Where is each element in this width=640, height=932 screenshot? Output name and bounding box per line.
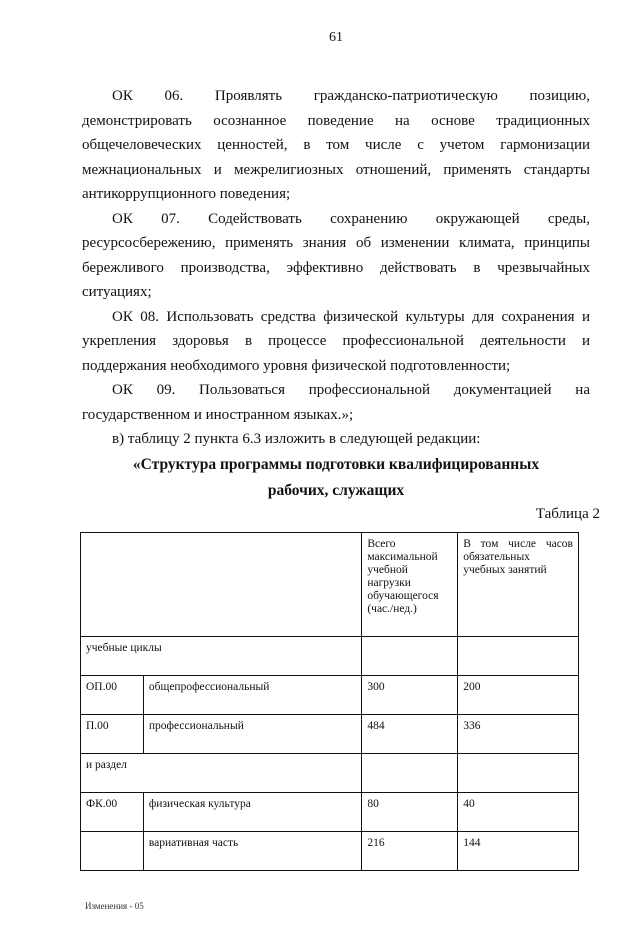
row-name: профессиональный xyxy=(143,714,361,753)
table-header-row xyxy=(81,532,579,636)
header-total-load: Всего максимальной учебной нагрузки обучающегося (час./нед.) xyxy=(362,532,458,636)
table-row xyxy=(81,831,579,870)
paragraph-ok09: ОК 09. Пользоваться профессиональной документацией на государственном и иностранном языках.»; xyxy=(82,382,590,423)
header-empty-cell xyxy=(81,532,362,636)
row-mandatory: 40 xyxy=(458,792,579,831)
program-structure-table xyxy=(80,532,579,871)
row-code xyxy=(81,831,144,870)
row-code: ОП.00 xyxy=(81,675,144,714)
table-label: Таблица 2 xyxy=(535,505,600,522)
empty-cell xyxy=(362,636,458,675)
row-total: 300 xyxy=(362,675,458,714)
section-label: учебные циклы xyxy=(81,636,362,675)
row-total: 80 xyxy=(362,792,458,831)
row-name: физическая культура xyxy=(143,792,361,831)
row-mandatory: 336 xyxy=(458,714,579,753)
table-row xyxy=(81,792,579,831)
empty-cell xyxy=(458,753,579,792)
table-row xyxy=(81,675,579,714)
table-title-line1: «Структура программы подготовки квалифицированных xyxy=(132,455,540,473)
paragraph-ok06: ОК 06. Проявлять гражданско-патриотическую позицию, демонстрировать осознанное поведение на основе традиционных общечеловеческих ценностей, в том числе с учетом гармонизации межнациональных и межрелигиозных отношений, применять стандарты антикоррупционного поведения; xyxy=(82,88,590,202)
paragraph-instruction: в) таблицу 2 пункта 6.3 изложить в следующей редакции: xyxy=(112,431,481,447)
row-name: общепрофессиональный xyxy=(143,675,361,714)
row-code: П.00 xyxy=(81,714,144,753)
page-number: 61 xyxy=(329,30,343,45)
row-name: вариативная часть xyxy=(143,831,361,870)
row-total: 216 xyxy=(362,831,458,870)
table-section-row xyxy=(81,753,579,792)
empty-cell xyxy=(362,753,458,792)
row-mandatory: 144 xyxy=(458,831,579,870)
header-mandatory-hours: В том числе часов обязательных учебных занятий xyxy=(458,532,579,636)
table-row xyxy=(81,714,579,753)
row-total: 484 xyxy=(362,714,458,753)
section-label: и раздел xyxy=(81,753,362,792)
table-section-row xyxy=(81,636,579,675)
footer-revision: Изменения - 05 xyxy=(85,900,144,911)
paragraph-ok07: ОК 07. Содействовать сохранению окружающей среды, ресурсосбережению, применять знания об изменении климата, принципы бережливого производства, эффективно действовать в чрезвычайных ситуациях; xyxy=(82,210,590,300)
row-code: ФК.00 xyxy=(81,792,144,831)
row-mandatory: 200 xyxy=(458,675,579,714)
paragraph-ok08: ОК 08. Использовать средства физической культуры для сохранения и укрепления здоровья в процессе профессиональной деятельности и поддержания необходимого уровня физической подготовленности; xyxy=(82,308,590,374)
empty-cell xyxy=(458,636,579,675)
table-title-line2: рабочих, служащих xyxy=(267,481,405,499)
